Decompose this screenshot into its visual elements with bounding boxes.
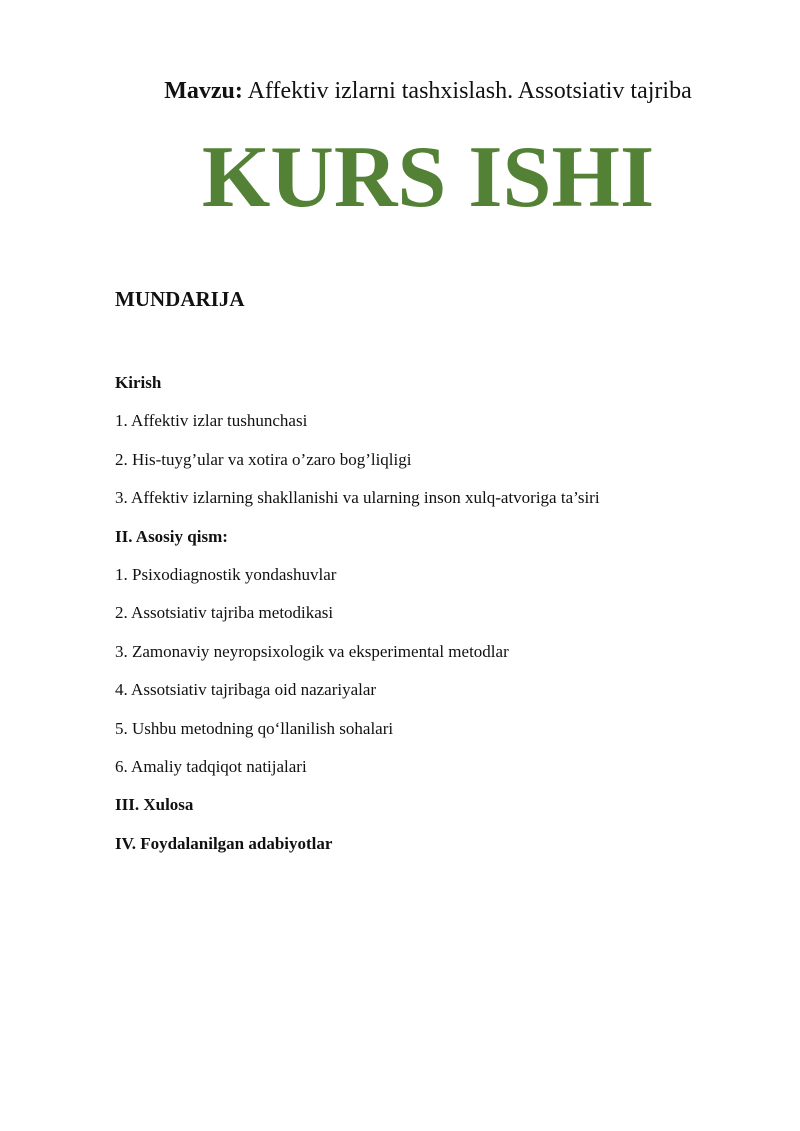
toc-item: 6. Amaliy tadqiqot natijalari	[115, 756, 307, 776]
toc-heading: MUNDARIJA	[115, 287, 245, 311]
toc-item: 5. Ushbu metodning qo‘llanilish sohalari	[115, 718, 394, 738]
toc-item: 3. Zamonaviy neyropsixologik va eksperimental metodlar	[115, 641, 509, 661]
toc-item: 1. Psixodiagnostik yondashuvlar	[115, 564, 337, 584]
toc-item: 3. Affektiv izlarning shakllanishi va ularning inson xulq-atvoriga ta’siri	[115, 488, 600, 508]
topic-label: Mavzu:	[164, 78, 243, 104]
toc-item: 2. Assotsiativ tajriba metodikasi	[115, 603, 334, 623]
toc-item: III. Xulosa	[115, 795, 194, 815]
topic-text: Affektiv izlarni tashxislash. Assotsiativ tajriba	[242, 78, 692, 104]
toc-item: IV. Foydalanilgan adabiyotlar	[115, 833, 333, 853]
toc-item: 4. Assotsiativ tajribaga oid nazariyalar	[115, 680, 377, 700]
document-title: KURS ISHI	[201, 129, 655, 226]
toc-item: 1. Affektiv izlar tushunchasi	[115, 411, 308, 431]
toc-item: Kirish	[115, 373, 162, 392]
topic-line	[0, 76, 800, 106]
toc-item: II. Asosiy qism:	[115, 526, 228, 546]
table-of-contents	[115, 370, 600, 869]
toc-item: 2. His-tuyg’ular va xotira o’zaro bog’liqligi	[115, 449, 412, 469]
